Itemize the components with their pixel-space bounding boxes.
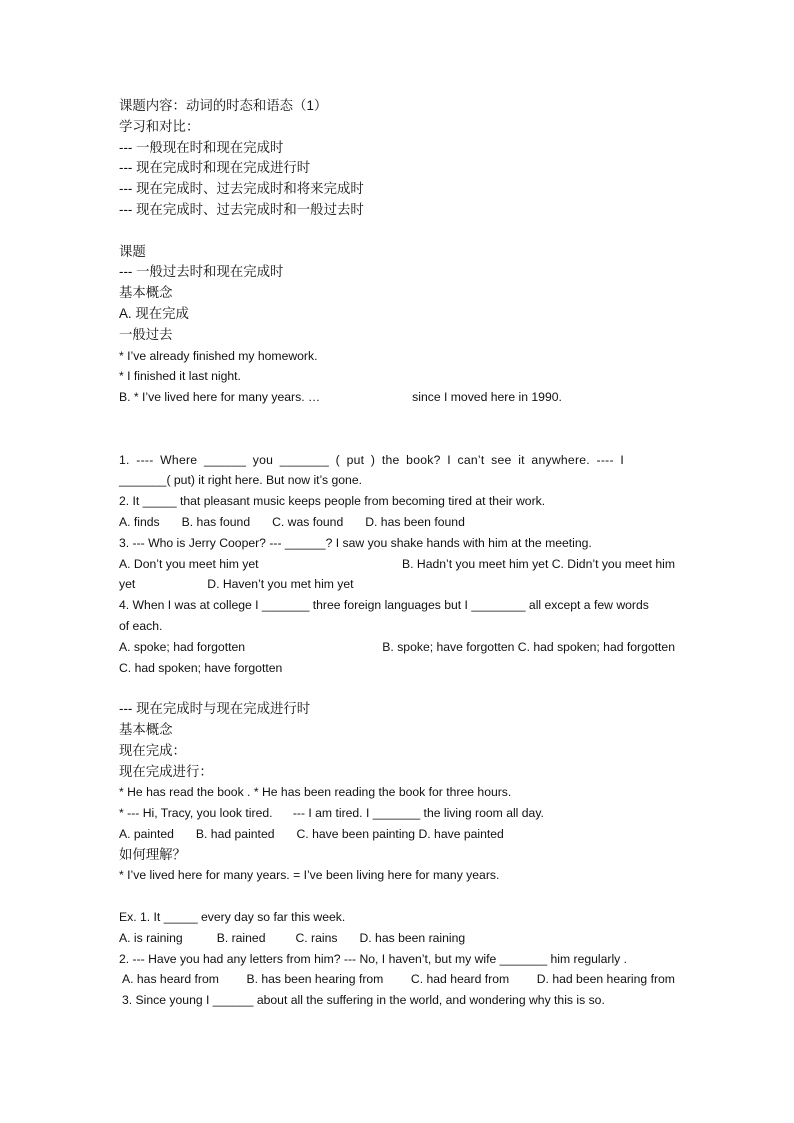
example-line: * I finished it last night. — [119, 369, 241, 384]
example-line: * --- Hi, Tracy, you look tired. --- I am tired. I _______ the living room all day. — [119, 806, 544, 821]
question-3-options — [119, 554, 675, 575]
example-options — [119, 824, 675, 845]
example-line: * I’ve lived here for many years. = I’ve been living here for many years. — [119, 868, 500, 883]
option: C. had heard from — [410, 972, 510, 987]
list-item: --- 一般现在时和现在完成时 — [119, 139, 284, 155]
question-2-options — [119, 512, 675, 533]
exercise-1-options — [119, 928, 675, 949]
concept-ppc: 现在完成进行： — [119, 763, 213, 779]
concept-heading: 基本概念 — [119, 721, 173, 737]
question-4-options — [119, 637, 675, 658]
option: A. is raining — [119, 930, 183, 945]
understand-heading: 如何理解？ — [119, 846, 186, 862]
page-title: 课题内容：动词的时态和语态（1） — [119, 98, 328, 113]
option: D. has been found — [365, 514, 465, 529]
option: yet — [119, 577, 136, 592]
section-heading: 课题 — [119, 243, 146, 259]
concept-heading: 基本概念 — [119, 285, 173, 301]
option: B. Hadn’t you meet him yet C. Didn’t you meet him — [402, 556, 675, 571]
question-1-cont: _______( put) it right here. But now it’s gone. — [119, 473, 362, 488]
option: B. had painted — [195, 826, 275, 841]
concept-a: A. 现在完成 — [119, 305, 189, 321]
option: B. has been hearing from — [246, 972, 384, 987]
list-item: --- 现在完成时和现在完成进行时 — [119, 160, 311, 176]
question-2: 2. It _____ that pleasant music keeps people from becoming tired at their work. — [119, 494, 546, 509]
exercise-3: 3. Since young I ______ about all the suffering in the world, and wondering why this is so. — [122, 993, 605, 1008]
topic-heading: --- 现在完成时与现在完成进行时 — [119, 701, 311, 717]
exercise-2-options — [119, 969, 675, 990]
option: A. has heard from — [122, 972, 219, 987]
question-4-cont: of each. — [119, 618, 163, 633]
option: C. rains — [295, 930, 338, 945]
concept-b: 一般过去 — [119, 326, 173, 342]
exercise-2: 2. --- Have you had any letters from him? --- No, I haven’t, but my wife _______ him regularly . — [119, 951, 628, 966]
option: D. Haven’t you met him yet — [207, 577, 354, 592]
exercise-1: Ex. 1. It _____ every day so far this week. — [119, 910, 346, 925]
question-3: 3. --- Who is Jerry Cooper? --- ______? I saw you shake hands with him at the meeting. — [119, 535, 592, 550]
example-line: * He has read the book . * He has been reading the book for three hours. — [119, 785, 512, 800]
concept-pp: 现在完成： — [119, 742, 186, 758]
option: A. painted — [119, 826, 174, 841]
example-b-left: B. * I’ve lived here for many years. … — [119, 390, 321, 405]
option: A. finds — [119, 514, 160, 529]
list-item: --- 现在完成时、过去完成时和将来完成时 — [119, 181, 364, 197]
option: C. was found — [272, 514, 344, 529]
example-b-right: since I moved here in 1990. — [412, 390, 562, 405]
option: C. have been painting D. have painted — [296, 826, 504, 841]
option: B. has found — [181, 514, 251, 529]
list-item: --- 现在完成时、过去完成时和一般过去时 — [119, 201, 364, 217]
topic-heading: --- 一般过去时和现在完成时 — [119, 264, 284, 280]
option: B. spoke; have forgotten C. had spoken; had forgotten — [382, 639, 675, 654]
option: D. has been raining — [359, 930, 466, 945]
question-4-options-cont: C. had spoken; have forgotten — [119, 660, 283, 675]
question-1: 1. ---- Where ______ you _______ ( put ) the book? I can’t see it anywhere. ---- I — [119, 452, 625, 467]
option: A. Don’t you meet him yet — [119, 556, 259, 571]
subtitle: 学习和对比： — [119, 118, 200, 134]
example-line: * I’ve already finished my homework. — [119, 348, 318, 363]
question-3-options-cont — [119, 574, 675, 595]
document-page — [119, 96, 675, 1011]
question-4: 4. When I was at college I _______ three foreign languages but I ________ all except a few words — [119, 598, 649, 613]
option: A. spoke; had forgotten — [119, 639, 246, 654]
option: B. rained — [216, 930, 266, 945]
option: D. had been hearing from — [536, 972, 675, 987]
example-line-b — [119, 387, 675, 408]
